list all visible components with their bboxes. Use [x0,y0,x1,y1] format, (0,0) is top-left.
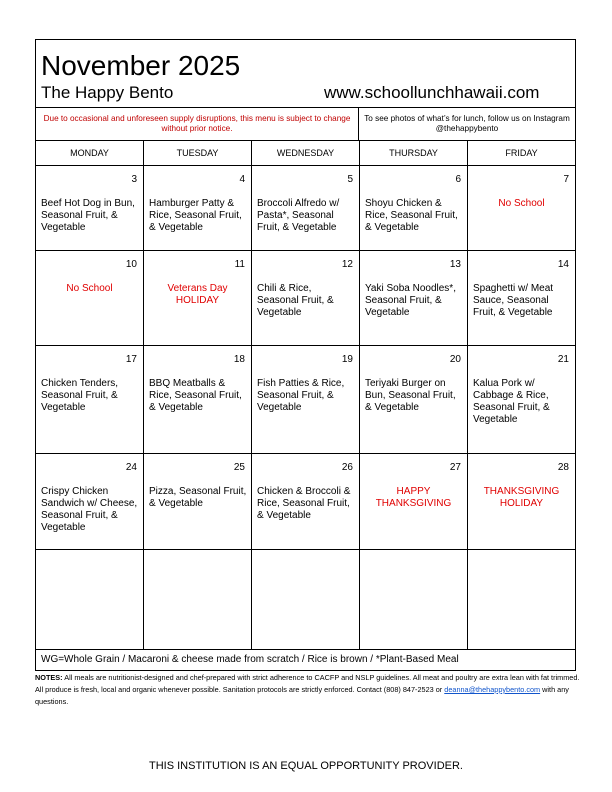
weekday-friday: FRIDAY [505,148,538,158]
date-number: 14 [557,259,569,270]
meal-description: Kalua Pork w/ Cabbage & Rice, Seasonal Fruit, & Vegetable [473,378,550,425]
week-row [36,346,575,454]
day-cell [144,454,252,549]
holiday-notice: HAPPY THANKSGIVING [375,486,452,509]
weekday-monday: MONDAY [36,141,144,165]
meal-description: Yaki Soba Noodles*, Seasonal Fruit, & Vegetable [365,283,456,318]
instagram-notice: To see photos of what’s for lunch, follow us on Instagram @thehappybento [364,114,570,133]
day-cell [468,346,575,453]
day-cell [252,346,360,453]
weekday-wednesday: WEDNESDAY [252,141,360,165]
date-number: 12 [341,259,353,270]
week-row [36,166,575,251]
calendar-grid [36,141,575,650]
notes-text: All meals are nutritionist-designed and chef-prepared with strict adherence to CACFP and NSLP guidelines. All meat and poultry are extra lean with fat trimmed. All produce is fresh, local and organic whenever possible. Sanitation protocols are strictly enforced. Contact (808) 847-2523 or [35,673,580,694]
date-number: 13 [449,259,461,270]
notice-row [36,107,575,141]
holiday-notice: No School [498,198,545,209]
day-cell [360,346,468,453]
date-number: 17 [125,354,137,365]
menu-header [36,40,575,107]
date-number: 3 [131,174,137,185]
meal-description: Chicken Tenders, Seasonal Fruit, & Vegetable [41,378,119,413]
day-cell [360,251,468,345]
supply-disruption-notice: Due to occasional and unforeseen supply disruptions, this menu is subject to change without prior notice. [36,108,359,140]
weekday-header-row [36,141,575,166]
date-number: 20 [449,354,461,365]
week-row [36,251,575,346]
date-number: 18 [233,354,245,365]
day-cell [36,251,144,345]
menu-legend: WG=Whole Grain / Macaroni & cheese made from scratch / Rice is brown / *Plant-Based Meal [41,654,459,665]
day-cell [468,454,575,549]
weekday-thursday: THURSDAY [360,141,468,165]
day-cell [468,550,575,649]
day-cell [36,454,144,549]
day-cell [144,251,252,345]
day-cell [144,346,252,453]
day-cell [36,550,144,649]
notes-label: NOTES: [35,673,63,682]
meal-description: Hamburger Patty & Rice, Seasonal Fruit, & Vegetable [149,198,242,233]
meal-description: Fish Patties & Rice, Seasonal Fruit, & Vegetable [257,378,345,413]
day-cell [360,454,468,549]
date-number: 6 [455,174,461,185]
meal-description: BBQ Meatballs & Rice, Seasonal Fruit, & Vegetable [149,378,242,413]
date-number: 28 [557,462,569,473]
date-number: 10 [125,259,137,270]
meal-description: Teriyaki Burger on Bun, Seasonal Fruit, & Vegetable [365,378,456,413]
day-cell [36,166,144,250]
contact-email-link[interactable]: deanna@thehappybento.com [444,685,541,694]
week-row [36,550,575,650]
date-number: 7 [563,174,569,185]
holiday-notice: THANKSGIVING HOLIDAY [483,486,560,509]
company-name: The Happy Bento [41,83,174,102]
meal-description: Beef Hot Dog in Bun, Seasonal Fruit, & Vegetable [41,198,135,233]
week-row [36,454,575,550]
day-cell [252,454,360,549]
date-number: 25 [233,462,245,473]
meal-description: Pizza, Seasonal Fruit, & Vegetable [149,486,247,509]
menu-frame [35,39,576,671]
meal-description: Spaghetti w/ Meat Sauce, Seasonal Fruit, & Vegetable [473,283,554,318]
meal-description: Chili & Rice, Seasonal Fruit, & Vegetable [257,283,334,318]
holiday-notice: No School [66,283,113,294]
date-number: 21 [557,354,569,365]
notes-section [35,672,580,708]
day-cell [144,550,252,649]
equal-opportunity-statement: THIS INSTITUTION IS AN EQUAL OPPORTUNITY PROVIDER. [149,760,463,772]
day-cell [360,166,468,250]
date-number: 27 [449,462,461,473]
meal-description: Shoyu Chicken & Rice, Seasonal Fruit, & Vegetable [365,198,458,233]
page-title: November 2025 [41,50,241,81]
meal-description: Chicken & Broccoli & Rice, Seasonal Fruit, & Vegetable [257,486,351,521]
day-cell [252,550,360,649]
date-number: 4 [239,174,245,185]
holiday-notice: Veterans Day HOLIDAY [167,283,228,306]
date-number: 26 [341,462,353,473]
date-number: 19 [341,354,353,365]
website-text: www.schoollunchhawaii.com [324,83,540,102]
day-cell [252,251,360,345]
meal-description: Crispy Chicken Sandwich w/ Cheese, Seasonal Fruit, & Vegetable [41,486,138,533]
date-number: 11 [234,259,245,270]
day-cell [468,251,575,345]
day-cell [360,550,468,649]
day-cell [36,346,144,453]
notes-tail: with any questions. [35,685,569,706]
weekday-tuesday: TUESDAY [144,141,252,165]
meal-description: Broccoli Alfredo w/ Pasta*, Seasonal Fruit, & Vegetable [257,198,340,233]
day-cell [468,166,575,250]
date-number: 24 [125,462,137,473]
date-number: 5 [347,174,353,185]
day-cell [252,166,360,250]
day-cell [144,166,252,250]
